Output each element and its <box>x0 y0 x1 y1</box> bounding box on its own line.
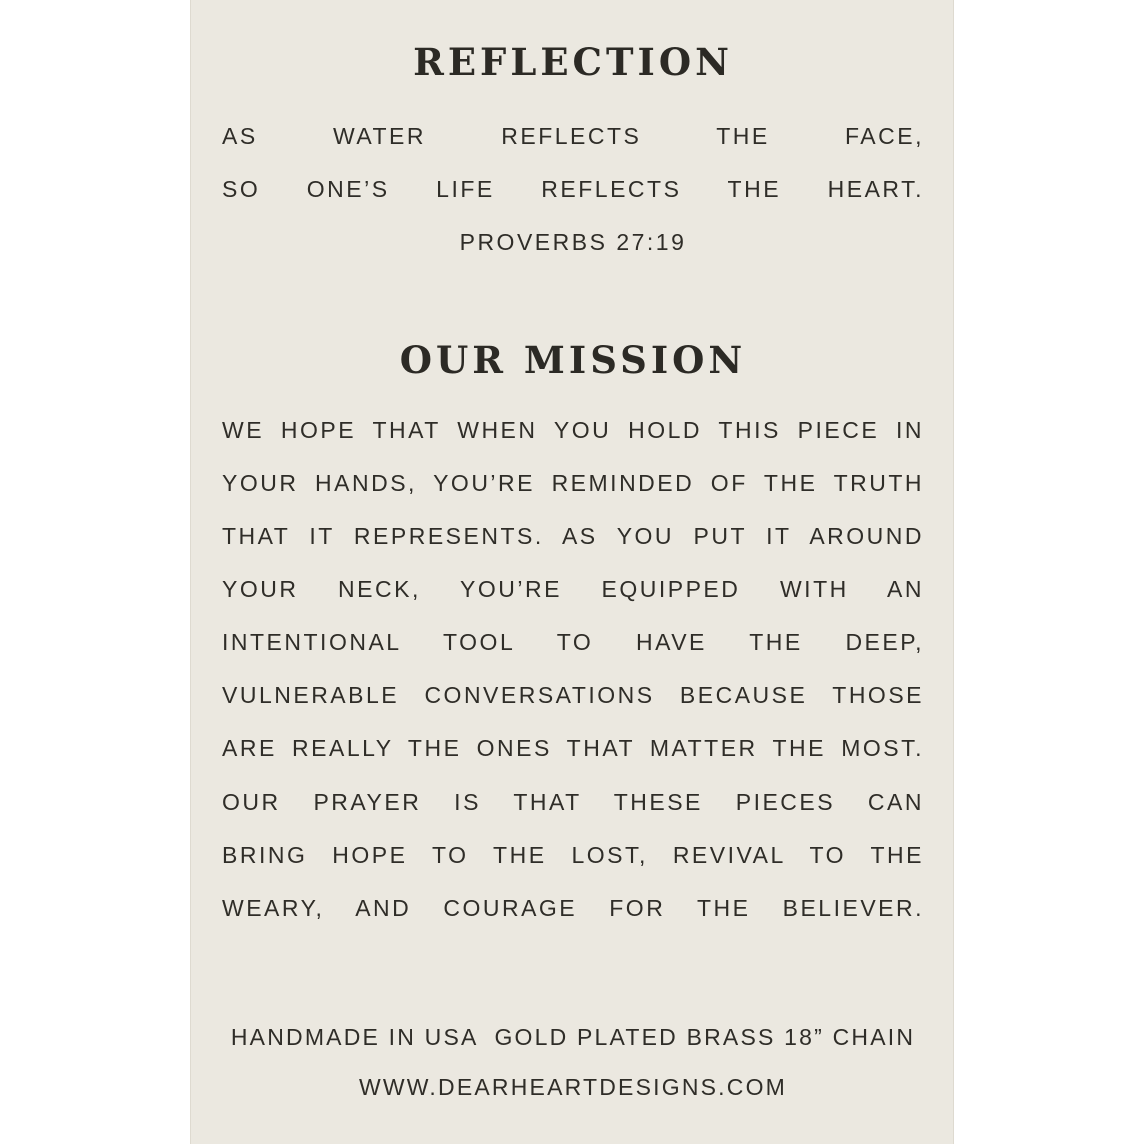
reflection-line: SO ONE’S LIFE REFLECTS THE HEART. <box>222 176 924 202</box>
mission-line: YOUR NECK, YOU’RE EQUIPPED WITH AN <box>222 576 924 602</box>
mission-line: BRING HOPE TO THE LOST, REVIVAL TO THE <box>222 842 924 868</box>
mission-line: THAT IT REPRESENTS. AS YOU PUT IT AROUND <box>222 523 924 549</box>
reflection-citation: PROVERBS 27:19 <box>459 229 687 255</box>
website-url: WWW.DEARHEARTDESIGNS.COM <box>358 1074 788 1100</box>
reflection-line: AS WATER REFLECTS THE FACE, <box>222 123 924 149</box>
product-details: HANDMADE IN USA GOLD PLATED BRASS 18” CHAIN <box>230 1024 916 1050</box>
mission-title: OUR MISSION <box>399 338 747 382</box>
mission-line: OUR PRAYER IS THAT THESE PIECES CAN <box>222 789 924 815</box>
mission-line: YOUR HANDS, YOU’RE REMINDED OF THE TRUTH <box>222 470 924 496</box>
mission-line: WE HOPE THAT WHEN YOU HOLD THIS PIECE IN <box>222 417 924 443</box>
mission-line: VULNERABLE CONVERSATIONS BECAUSE THOSE <box>222 682 924 708</box>
mission-line: ARE REALLY THE ONES THAT MATTER THE MOST. <box>222 735 924 761</box>
mission-line: WEARY, AND COURAGE FOR THE BELIEVER. <box>222 895 924 921</box>
reflection-title: REFLECTION <box>413 40 733 84</box>
info-card <box>190 0 954 1144</box>
mission-line: INTENTIONAL TOOL TO HAVE THE DEEP, <box>222 629 924 655</box>
